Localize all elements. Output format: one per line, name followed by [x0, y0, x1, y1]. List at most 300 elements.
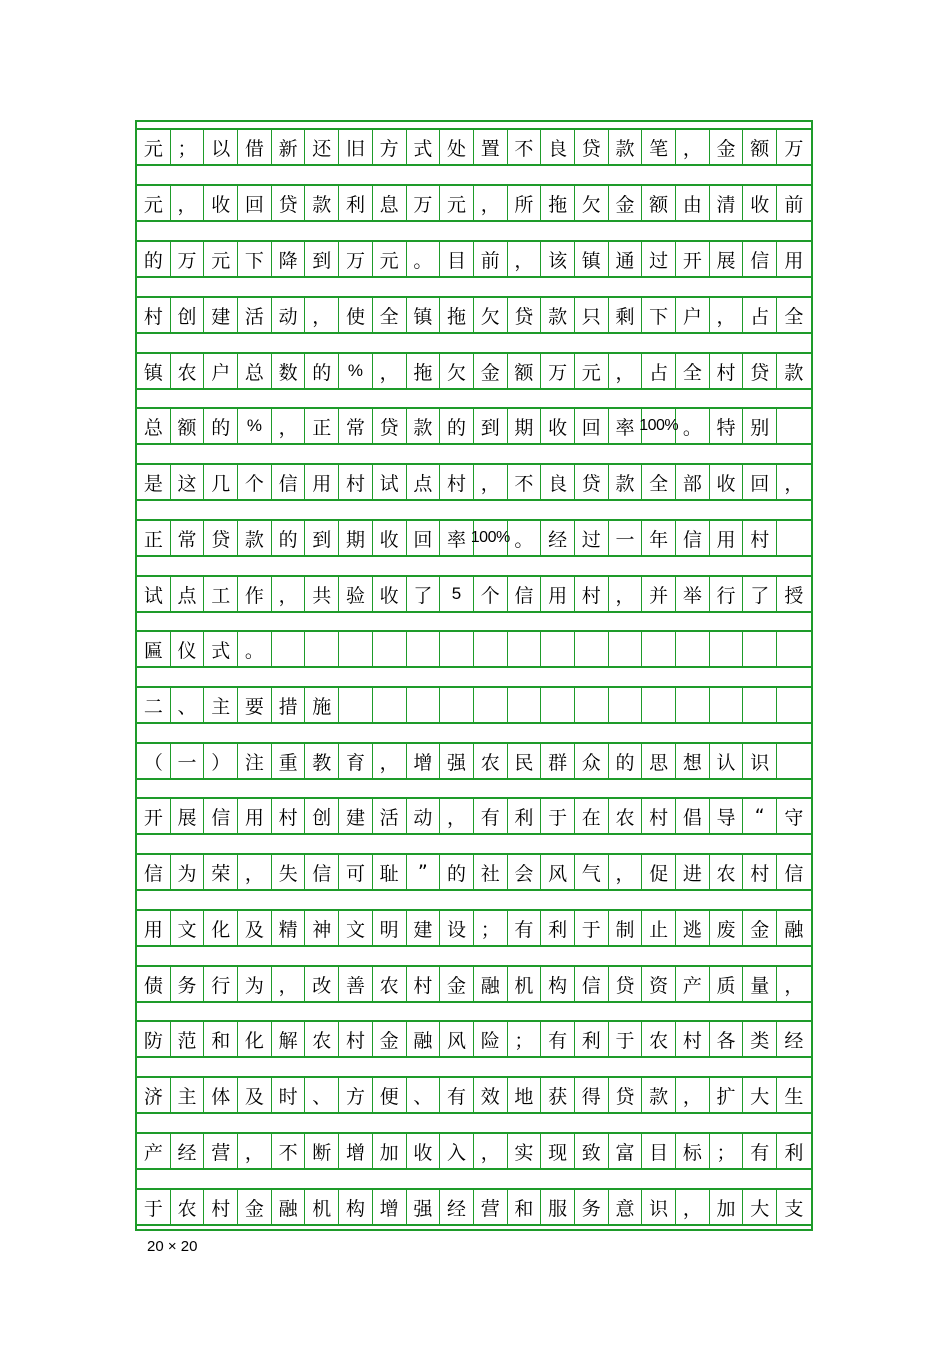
grid-cell — [777, 521, 811, 555]
grid-cell: ， — [609, 354, 643, 388]
grid-cell: 良 — [541, 465, 575, 499]
grid-cell: 于 — [609, 1022, 643, 1056]
grid-cell — [710, 632, 744, 666]
grid-cell — [407, 632, 441, 666]
grid-cell: 到 — [305, 521, 339, 555]
grid-row — [137, 797, 811, 835]
grid-cell: 式 — [204, 632, 238, 666]
grid-cell: 倡 — [676, 799, 710, 833]
grid-cell: ； — [508, 1022, 542, 1056]
grid-cell: 该 — [541, 242, 575, 276]
grid-cell: 设 — [440, 911, 474, 945]
grid-cell: 全 — [373, 298, 407, 332]
grid-cell: 量 — [743, 967, 777, 1001]
grid-cell: 收 — [204, 186, 238, 220]
grid-cell: 机 — [508, 967, 542, 1001]
grid-cell: 认 — [710, 744, 744, 778]
grid-cell: 时 — [272, 1078, 306, 1112]
grid-cell: 置 — [474, 130, 508, 164]
grid-cell: 下 — [238, 242, 272, 276]
grid-row — [137, 240, 811, 278]
grid-cell: 营 — [474, 1190, 508, 1224]
grid-cell: 欠 — [474, 298, 508, 332]
grid-row — [137, 1132, 811, 1170]
grid-cell: 及 — [238, 911, 272, 945]
grid-cell: 、 — [171, 688, 205, 722]
grid-cell: 促 — [642, 855, 676, 889]
grid-cell: 到 — [474, 409, 508, 443]
grid-cell: 建 — [339, 799, 373, 833]
grid-cell: 便 — [373, 1078, 407, 1112]
grid-row — [137, 686, 811, 724]
grid-cell: 元 — [373, 242, 407, 276]
grid-cell: 创 — [305, 799, 339, 833]
grid-cell: 率 — [440, 521, 474, 555]
grid-cell — [743, 688, 777, 722]
grid-cell: 社 — [474, 855, 508, 889]
grid-cell — [575, 688, 609, 722]
grid-cell: 额 — [642, 186, 676, 220]
grid-cell: 效 — [474, 1078, 508, 1112]
grid-cell: 大 — [743, 1078, 777, 1112]
grid-cell: 贷 — [272, 186, 306, 220]
grid-cell: 利 — [784, 1141, 804, 1164]
grid-cell: 信 — [508, 577, 542, 611]
grid-cell: 改 — [305, 967, 339, 1001]
grid-cell — [305, 632, 339, 666]
grid-cell: 授 — [784, 584, 804, 607]
grid-cell: ， — [508, 242, 542, 276]
grid-cell: 5 — [440, 577, 474, 611]
grid-cell: 以 — [204, 130, 238, 164]
grid-cell: 创 — [171, 298, 205, 332]
grid-cell: 耻 — [373, 855, 407, 889]
grid-row — [137, 1076, 811, 1114]
grid-cell: 和 — [508, 1190, 542, 1224]
grid-cell: 用 — [305, 465, 339, 499]
grid-cell: 额 — [171, 409, 205, 443]
grid-cell: 收 — [541, 409, 575, 443]
grid-cell: 主 — [171, 1078, 205, 1112]
grid-row — [137, 463, 811, 501]
grid-cell: ） — [204, 744, 238, 778]
grid-cell: 用 — [137, 911, 171, 945]
grid-cell: 利 — [541, 911, 575, 945]
grid-cell: 收 — [743, 186, 777, 220]
grid-cell: 年 — [642, 521, 676, 555]
grid-cell: 富 — [609, 1134, 643, 1168]
grid-cell: 、 — [407, 1078, 441, 1112]
grid-cell: ， — [474, 1134, 508, 1168]
grid-cell: 的 — [609, 744, 643, 778]
grid-cell: 农 — [710, 855, 744, 889]
grid-cell: 增 — [339, 1134, 373, 1168]
grid-cell: 开 — [137, 799, 171, 833]
grid-cell: 农 — [474, 744, 508, 778]
grid-cell: 农 — [171, 1190, 205, 1224]
grid-cell: 逃 — [676, 911, 710, 945]
grid-cell: 务 — [171, 967, 205, 1001]
grid-cell: 经 — [784, 1029, 804, 1052]
grid-cell: 剩 — [609, 298, 643, 332]
grid-cell: 笔 — [642, 130, 676, 164]
grid-cell: 和 — [204, 1022, 238, 1056]
grid-cell: 正 — [305, 409, 339, 443]
grid-cell: 部 — [676, 465, 710, 499]
grid-cell: 全 — [676, 354, 710, 388]
grid-cell: 只 — [575, 298, 609, 332]
grid-cell — [373, 688, 407, 722]
grid-cell: 众 — [575, 744, 609, 778]
grid-cell: 不 — [508, 465, 542, 499]
grid-cell: 加 — [710, 1190, 744, 1224]
grid-cell: 由 — [676, 186, 710, 220]
grid-cell: 额 — [508, 354, 542, 388]
grid-row — [137, 909, 811, 947]
grid-cell: 意 — [609, 1190, 643, 1224]
grid-cell: 。 — [407, 242, 441, 276]
grid-cell: 村 — [440, 465, 474, 499]
grid-cell — [676, 632, 710, 666]
grid-cell: 产 — [137, 1134, 171, 1168]
grid-cell — [777, 688, 811, 722]
grid-cell: 要 — [238, 688, 272, 722]
grid-cell: 施 — [305, 688, 339, 722]
grid-cell: 款 — [305, 186, 339, 220]
grid-cell: 贷 — [609, 1078, 643, 1112]
grid-row — [137, 352, 811, 390]
grid-cell: 一 — [609, 521, 643, 555]
grid-cell: 元 — [440, 186, 474, 220]
grid-cell: ； — [171, 130, 205, 164]
grid-cell: 利 — [508, 799, 542, 833]
grid-cell: 村 — [710, 354, 744, 388]
grid-cell: 守 — [784, 806, 804, 829]
grid-cell: 服 — [541, 1190, 575, 1224]
grid-cell: 于 — [541, 799, 575, 833]
grid-cell: 目 — [642, 1134, 676, 1168]
grid-cell: 融 — [474, 967, 508, 1001]
grid-cell: 废 — [710, 911, 744, 945]
grid-cell: 经 — [171, 1134, 205, 1168]
grid-row — [137, 1188, 811, 1226]
grid-cell: 措 — [272, 688, 306, 722]
grid-cell: ， — [373, 354, 407, 388]
grid-cell: 款 — [609, 465, 643, 499]
grid-cell: 注 — [238, 744, 272, 778]
grid-cell: 现 — [541, 1134, 575, 1168]
grid-cell: 款 — [541, 298, 575, 332]
grid-cell: 农 — [642, 1022, 676, 1056]
grid-cell: 融 — [407, 1022, 441, 1056]
grid-cell: 群 — [541, 744, 575, 778]
grid-cell: 过 — [575, 521, 609, 555]
grid-cell: 行 — [710, 577, 744, 611]
grid-cell: 加 — [373, 1134, 407, 1168]
grid-cell: 别 — [743, 409, 777, 443]
grid-cell: 信 — [676, 521, 710, 555]
grid-cell — [508, 632, 542, 666]
grid-cell: 降 — [272, 242, 306, 276]
grid-cell: 。 — [676, 409, 710, 443]
grid-cell: 贷 — [508, 298, 542, 332]
grid-cell: 一 — [171, 744, 205, 778]
grid-cell: 是 — [137, 465, 171, 499]
grid-cell: 扩 — [710, 1078, 744, 1112]
grid-row — [137, 1020, 811, 1058]
grid-cell: 利 — [575, 1022, 609, 1056]
grid-cell: 方 — [339, 1078, 373, 1112]
grid-cell: 致 — [575, 1134, 609, 1168]
grid-cell: 常 — [339, 409, 373, 443]
grid-row — [137, 742, 811, 780]
manuscript-grid — [135, 120, 813, 1231]
grid-cell: 前 — [784, 193, 804, 216]
grid-cell: 债 — [137, 967, 171, 1001]
grid-cell: 用 — [710, 521, 744, 555]
grid-cell: 有 — [474, 799, 508, 833]
grid-cell: 验 — [339, 577, 373, 611]
grid-cell — [541, 632, 575, 666]
grid-cell: 村 — [575, 577, 609, 611]
grid-cell: 行 — [204, 967, 238, 1001]
grid-cell: 到 — [305, 242, 339, 276]
grid-cell: 农 — [171, 354, 205, 388]
grid-cell: 风 — [440, 1022, 474, 1056]
grid-cell: 息 — [373, 186, 407, 220]
grid-cell: 建 — [407, 911, 441, 945]
grid-cell — [743, 632, 777, 666]
grid-cell: 万 — [407, 186, 441, 220]
grid-cell: 目 — [440, 242, 474, 276]
grid-cell: 开 — [676, 242, 710, 276]
grid-cell: 农 — [305, 1022, 339, 1056]
grid-cell: 用 — [541, 577, 575, 611]
grid-cell: 期 — [339, 521, 373, 555]
grid-cell — [339, 688, 373, 722]
grid-cell — [541, 688, 575, 722]
grid-cell: 万 — [541, 354, 575, 388]
grid-cell: 经 — [440, 1190, 474, 1224]
grid-cell: 济 — [137, 1078, 171, 1112]
grid-cell: 金 — [710, 130, 744, 164]
grid-cell: 为 — [238, 967, 272, 1001]
grid-cell: ， — [676, 130, 710, 164]
grid-cell — [609, 632, 643, 666]
grid-cell: 在 — [575, 799, 609, 833]
grid-cell — [777, 744, 811, 778]
grid-cell: 贷 — [609, 967, 643, 1001]
grid-cell: 入 — [440, 1134, 474, 1168]
grid-cell — [777, 632, 811, 666]
grid-cell: 融 — [272, 1190, 306, 1224]
grid-cell: 营 — [204, 1134, 238, 1168]
grid-cell: ， — [272, 577, 306, 611]
grid-cell: 机 — [305, 1190, 339, 1224]
grid-cell — [474, 688, 508, 722]
grid-cell: 正 — [137, 521, 171, 555]
grid-cell: 支 — [784, 1197, 804, 1220]
grid-cell: 重 — [272, 744, 306, 778]
grid-cell: 额 — [743, 130, 777, 164]
grid-cell: 村 — [676, 1022, 710, 1056]
grid-cell: 的 — [440, 855, 474, 889]
grid-cell: 建 — [204, 298, 238, 332]
grid-cell: 万 — [339, 242, 373, 276]
grid-cell — [575, 632, 609, 666]
grid-cell: ， — [784, 472, 804, 495]
grid-cell: 文 — [339, 911, 373, 945]
grid-cell: 拖 — [541, 186, 575, 220]
grid-cell: 及 — [238, 1078, 272, 1112]
grid-cell: 率 — [609, 409, 643, 443]
grid-cell: 良 — [541, 130, 575, 164]
grid-cell: 镇 — [575, 242, 609, 276]
grid-cell: 拖 — [440, 298, 474, 332]
grid-cell: 失 — [272, 855, 306, 889]
grid-cell: 利 — [339, 186, 373, 220]
grid-cell: 特 — [710, 409, 744, 443]
grid-cell: 款 — [238, 521, 272, 555]
grid-cell — [272, 632, 306, 666]
grid-cell: 识 — [642, 1190, 676, 1224]
grid-cell — [474, 632, 508, 666]
grid-cell: % — [238, 409, 272, 443]
grid-cell: 于 — [137, 1190, 171, 1224]
grid-cell: 全 — [642, 465, 676, 499]
grid-cell: 风 — [541, 855, 575, 889]
grid-cell: 不 — [508, 130, 542, 164]
grid-cell — [609, 688, 643, 722]
grid-cell: 、 — [305, 1078, 339, 1112]
grid-size-label: 20 × 20 — [147, 1238, 198, 1255]
grid-cell: 还 — [305, 130, 339, 164]
grid-cell: 识 — [743, 744, 777, 778]
grid-cell: 活 — [238, 298, 272, 332]
grid-cell: 总 — [238, 354, 272, 388]
grid-cell — [676, 688, 710, 722]
grid-cell — [777, 409, 811, 443]
grid-cell: 万 — [784, 137, 804, 160]
grid-cell: 主 — [204, 688, 238, 722]
grid-cell: 构 — [541, 967, 575, 1001]
grid-cell: 工 — [204, 577, 238, 611]
grid-cell: 村 — [339, 465, 373, 499]
grid-cell — [440, 688, 474, 722]
grid-cell: 金 — [440, 967, 474, 1001]
grid-row — [137, 965, 811, 1003]
grid-cell: 各 — [710, 1022, 744, 1056]
grid-cell: 导 — [710, 799, 744, 833]
grid-cell: 试 — [373, 465, 407, 499]
grid-cell: 镇 — [407, 298, 441, 332]
grid-cell: 个 — [474, 577, 508, 611]
grid-cell: （ — [137, 744, 171, 778]
grid-cell: 并 — [642, 577, 676, 611]
grid-cell: 化 — [238, 1022, 272, 1056]
grid-cell: 气 — [575, 855, 609, 889]
grid-cell: 举 — [676, 577, 710, 611]
grid-cell: 教 — [305, 744, 339, 778]
grid-cell: 地 — [508, 1078, 542, 1112]
grid-cell: 收 — [373, 521, 407, 555]
grid-cell: 元 — [137, 186, 171, 220]
grid-cell: 善 — [339, 967, 373, 1001]
grid-cell: 务 — [575, 1190, 609, 1224]
grid-cell: 制 — [609, 911, 643, 945]
grid-cell: 动 — [272, 298, 306, 332]
grid-cell: 实 — [508, 1134, 542, 1168]
grid-cell: 信 — [575, 967, 609, 1001]
grid-cell: 金 — [474, 354, 508, 388]
grid-cell: 融 — [784, 918, 804, 941]
grid-cell: 100% — [474, 521, 508, 555]
grid-cell: 断 — [305, 1134, 339, 1168]
grid-cell: 全 — [784, 305, 804, 328]
grid-cell: 户 — [676, 298, 710, 332]
grid-cell — [440, 632, 474, 666]
grid-cell — [339, 632, 373, 666]
grid-cell: 信 — [743, 242, 777, 276]
grid-cell: 拖 — [407, 354, 441, 388]
grid-cell: 。 — [238, 632, 272, 666]
grid-cell: 强 — [407, 1190, 441, 1224]
grid-cell: 质 — [710, 967, 744, 1001]
grid-row — [137, 184, 811, 222]
grid-row — [137, 575, 811, 613]
grid-cell: 下 — [642, 298, 676, 332]
grid-cell: 元 — [575, 354, 609, 388]
grid-cell: 村 — [272, 799, 306, 833]
grid-cell: 过 — [642, 242, 676, 276]
grid-cell: 有 — [508, 911, 542, 945]
grid-cell: 回 — [407, 521, 441, 555]
grid-cell: 进 — [676, 855, 710, 889]
grid-cell: 不 — [272, 1134, 306, 1168]
grid-cell: 金 — [238, 1190, 272, 1224]
grid-cell: 贷 — [575, 130, 609, 164]
grid-cell: ， — [272, 409, 306, 443]
grid-cell: 元 — [204, 242, 238, 276]
grid-cell: 匾 — [137, 632, 171, 666]
grid-cell: 款 — [642, 1078, 676, 1112]
grid-cell: 村 — [137, 298, 171, 332]
grid-cell: 贷 — [373, 409, 407, 443]
grid-cell: 村 — [642, 799, 676, 833]
grid-cell: 想 — [676, 744, 710, 778]
grid-cell: 新 — [272, 130, 306, 164]
grid-cell: 有 — [743, 1134, 777, 1168]
grid-cell: 共 — [305, 577, 339, 611]
grid-cell: 回 — [238, 186, 272, 220]
grid-cell: ； — [710, 1134, 744, 1168]
grid-cell: 欠 — [440, 354, 474, 388]
grid-cell: 元 — [137, 130, 171, 164]
grid-cell: 得 — [575, 1078, 609, 1112]
grid-cell: 防 — [137, 1022, 171, 1056]
grid-cell: 户 — [204, 354, 238, 388]
grid-cell: 金 — [609, 186, 643, 220]
grid-cell: 使 — [339, 298, 373, 332]
grid-cell: 会 — [508, 855, 542, 889]
grid-cell: 款 — [784, 361, 804, 384]
grid-cell: % — [339, 354, 373, 388]
grid-cell: 款 — [609, 130, 643, 164]
grid-cell: 村 — [743, 521, 777, 555]
grid-cell: 增 — [373, 1190, 407, 1224]
grid-row — [137, 128, 811, 166]
grid-cell: 信 — [137, 855, 171, 889]
